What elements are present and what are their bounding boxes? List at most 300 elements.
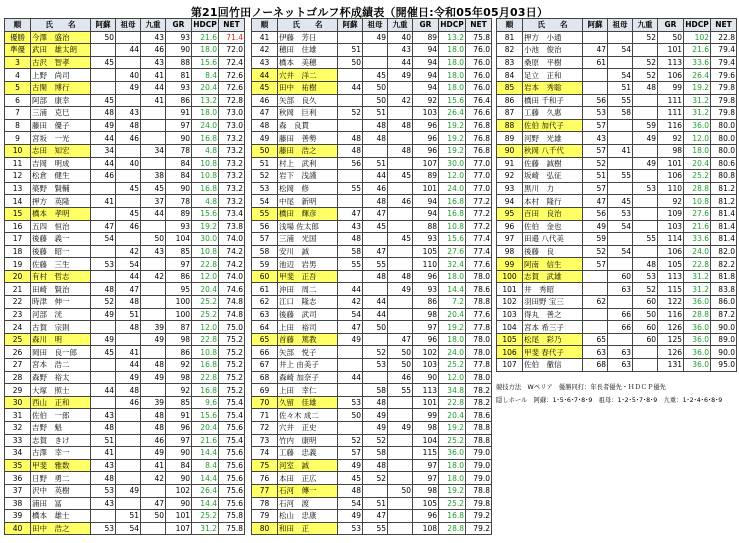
net-score: 76.0 xyxy=(466,81,492,94)
name-cell: 五四 恒治 xyxy=(31,220,91,233)
net-score: 81.8 xyxy=(711,270,737,283)
gross-score: 111 xyxy=(658,107,684,120)
name-cell: 橋田 千和子 xyxy=(523,94,583,107)
hdcp-value: 10.8 xyxy=(192,245,219,258)
table-row xyxy=(5,459,245,472)
header-rank: 順 xyxy=(252,19,278,32)
table-row xyxy=(252,371,492,384)
aso-score xyxy=(338,195,363,208)
rank-cell: 76 xyxy=(252,472,278,485)
net-score: 77.2 xyxy=(466,207,492,220)
name-cell: 沢中 英樹 xyxy=(31,484,91,497)
results-table-3 xyxy=(496,18,737,372)
name-cell: 吉岡 明成 xyxy=(31,157,91,170)
header-aso: 阿蘇 xyxy=(583,19,608,32)
aso-score: 48 xyxy=(338,484,363,497)
rank-cell: 79 xyxy=(252,510,278,523)
sobo-score: 45 xyxy=(116,207,141,220)
name-cell: 甲斐 正吾 xyxy=(278,270,338,283)
sobo-score: 51 xyxy=(116,510,141,523)
hdcp-value: 12.0 xyxy=(439,371,466,384)
hdcp-value: 12.0 xyxy=(192,321,219,334)
sobo-score xyxy=(608,157,633,170)
rank-cell: 62 xyxy=(252,296,278,309)
gross-score: 126 xyxy=(658,346,684,359)
name-cell: 古澤 幸一 xyxy=(31,447,91,460)
aso-score xyxy=(338,119,363,132)
table-row xyxy=(5,472,245,485)
kuju-score xyxy=(141,157,166,170)
hdcp-value: 16.8 xyxy=(192,132,219,145)
sobo-score: 47 xyxy=(363,245,388,258)
name-cell: 阿南 信生 xyxy=(523,258,583,271)
gross-score: 106 xyxy=(658,245,684,258)
name-cell: 桑原 平樹 xyxy=(523,56,583,69)
table-row xyxy=(5,258,245,271)
aso-score: 43 xyxy=(583,132,608,145)
table-row xyxy=(5,170,245,183)
aso-score xyxy=(91,270,116,283)
sobo-score: 49 xyxy=(116,371,141,384)
hdcp-value: 33.6 xyxy=(684,56,711,69)
kuju-score xyxy=(141,308,166,321)
name-cell: 森 良貫 xyxy=(278,119,338,132)
aso-score: 56 xyxy=(338,157,363,170)
rank-cell: 101 xyxy=(497,283,523,296)
net-score: 90.0 xyxy=(711,346,737,359)
sobo-score: 58 xyxy=(363,447,388,460)
gross-score: 92 xyxy=(658,132,684,145)
gross-score: 108 xyxy=(413,522,439,535)
rank-cell: 準優 xyxy=(5,44,31,57)
gross-score: 102 xyxy=(166,484,192,497)
kuju-score: 42 xyxy=(388,94,413,107)
table-row xyxy=(5,434,245,447)
aso-score: 49 xyxy=(583,220,608,233)
kuju-score: 49 xyxy=(388,283,413,296)
name-cell: 橋本 孝明 xyxy=(31,207,91,220)
net-score: 22.8 xyxy=(711,31,737,44)
sobo-score xyxy=(363,333,388,346)
net-score: 73.0 xyxy=(219,107,245,120)
gross-score: 94 xyxy=(413,69,439,82)
aso-score: 57 xyxy=(583,119,608,132)
kuju-score xyxy=(388,157,413,170)
table-row xyxy=(497,195,737,208)
sobo-score xyxy=(116,459,141,472)
header-row xyxy=(5,19,245,32)
hdcp-value: 36.0 xyxy=(684,333,711,346)
hdcp-value: 20.4 xyxy=(439,308,466,321)
name-cell: 森川 明 xyxy=(31,333,91,346)
aso-score: 34 xyxy=(91,144,116,157)
kuju-score: 59 xyxy=(633,119,658,132)
table-row xyxy=(5,510,245,523)
name-cell: 中尾 新明 xyxy=(278,195,338,208)
net-score: 75.2 xyxy=(219,384,245,397)
rank-cell: 6 xyxy=(5,94,31,107)
name-cell: 大塚 照士 xyxy=(31,384,91,397)
sobo-score xyxy=(363,144,388,157)
net-score: 79.0 xyxy=(466,472,492,485)
aso-score: 68 xyxy=(583,359,608,372)
table-row xyxy=(5,384,245,397)
rank-cell: 43 xyxy=(252,56,278,69)
name-cell: 志賀 武雄 xyxy=(523,270,583,283)
name-cell: 村上 武利 xyxy=(278,157,338,170)
rank-cell: 29 xyxy=(5,384,31,397)
name-cell: 吉野 魁 xyxy=(31,422,91,435)
rank-cell: 58 xyxy=(252,245,278,258)
hdcp-value: 24.0 xyxy=(192,119,219,132)
name-cell: 浦田 冨 xyxy=(31,497,91,510)
table-row xyxy=(252,459,492,472)
kuju-score xyxy=(633,245,658,258)
net-score: 89.0 xyxy=(711,333,737,346)
aso-score: 57 xyxy=(583,144,608,157)
rank-cell: 31 xyxy=(5,409,31,422)
rank-cell: 41 xyxy=(252,31,278,44)
aso-score: 56 xyxy=(583,207,608,220)
kuju-score: 53 xyxy=(633,182,658,195)
kuju-score xyxy=(388,510,413,523)
table-row xyxy=(252,132,492,145)
table-row xyxy=(497,119,737,132)
header-hdcp: HDCP xyxy=(685,20,709,30)
name-cell: 松岡 修 xyxy=(278,182,338,195)
aso-score: 44 xyxy=(91,157,116,170)
name-cell: 浅場 佐太郎 xyxy=(278,220,338,233)
kuju-score xyxy=(141,107,166,120)
kuju-score: 52 xyxy=(633,56,658,69)
net-score: 74.0 xyxy=(219,270,245,283)
aso-score: 44 xyxy=(91,384,116,397)
name-cell: 志賀 きけ xyxy=(31,434,91,447)
sobo-score: 53 xyxy=(363,359,388,372)
aso-score: 49 xyxy=(91,119,116,132)
header-name: 氏 名 xyxy=(523,19,583,32)
hdcp-value: 19.2 xyxy=(192,220,219,233)
sobo-score: 48 xyxy=(116,321,141,334)
sobo-score xyxy=(608,119,633,132)
sobo-score xyxy=(363,371,388,384)
hdcp-value: 4.8 xyxy=(192,144,219,157)
gross-score: 101 xyxy=(413,396,439,409)
net-score: 75.4 xyxy=(219,434,245,447)
sobo-score: 46 xyxy=(116,396,141,409)
rank-cell: 36 xyxy=(5,472,31,485)
rank-cell: 96 xyxy=(497,220,523,233)
net-score: 79.8 xyxy=(711,94,737,107)
gross-score: 94 xyxy=(413,81,439,94)
net-score: 77.2 xyxy=(466,220,492,233)
kuju-score: 43 xyxy=(141,31,166,44)
kuju-score xyxy=(633,207,658,220)
kuju-score xyxy=(388,497,413,510)
net-score: 73.8 xyxy=(219,220,245,233)
table-row xyxy=(252,359,492,372)
name-cell: 岩本 秀聡 xyxy=(523,81,583,94)
net-score: 81.2 xyxy=(711,195,737,208)
sobo-score xyxy=(608,56,633,69)
hdcp-value: 14.4 xyxy=(192,472,219,485)
table-row xyxy=(497,157,737,170)
kuju-score: 45 xyxy=(141,182,166,195)
name-cell: 佐藤 三生 xyxy=(31,258,91,271)
rank-cell: 28 xyxy=(5,371,31,384)
hdcp-value: 31.2 xyxy=(684,283,711,296)
sobo-score: 48 xyxy=(363,132,388,145)
kuju-score xyxy=(633,170,658,183)
gross-score: 81 xyxy=(166,69,192,82)
net-score: 72.4 xyxy=(219,56,245,69)
name-cell: 日野 勇二 xyxy=(31,472,91,485)
name-cell: 藤田 善勢 xyxy=(278,132,338,145)
hdcp-value: 30.0 xyxy=(439,157,466,170)
table-row xyxy=(497,258,737,271)
sobo-score xyxy=(363,233,388,246)
rank-cell: 66 xyxy=(252,346,278,359)
rank-cell: 89 xyxy=(497,132,523,145)
gross-score: 114 xyxy=(658,233,684,246)
kuju-score: 46 xyxy=(141,434,166,447)
name-cell: 江口 隆志 xyxy=(278,296,338,309)
name-cell: 宮本 浩二 xyxy=(31,359,91,372)
rank-cell: 11 xyxy=(5,157,31,170)
net-score: 76.8 xyxy=(466,119,492,132)
header-rank: 順 xyxy=(5,19,31,32)
table-row xyxy=(252,333,492,346)
name-cell: 松倉 健生 xyxy=(31,170,91,183)
kuju-score: 37 xyxy=(141,195,166,208)
rank-cell: 17 xyxy=(5,233,31,246)
rank-cell: 22 xyxy=(5,296,31,309)
kuju-score: 50 xyxy=(141,233,166,246)
net-score: 76.6 xyxy=(466,107,492,120)
net-score: 81.4 xyxy=(711,233,737,246)
kuju-score: 44 xyxy=(141,81,166,94)
kuju-score xyxy=(388,308,413,321)
hdcp-value: 16.8 xyxy=(192,182,219,195)
hdcp-value: 9.6 xyxy=(192,396,219,409)
net-score: 77.8 xyxy=(466,359,492,372)
aso-score: 52 xyxy=(91,296,116,309)
hdcp-value: 26.4 xyxy=(684,69,711,82)
header-row xyxy=(497,19,737,32)
kuju-score: 49 xyxy=(141,371,166,384)
net-score: 78.0 xyxy=(466,346,492,359)
header-sobo: 祖母 xyxy=(608,19,633,32)
rank-cell: 44 xyxy=(252,69,278,82)
gross-score: 100 xyxy=(166,308,192,321)
sobo-score xyxy=(363,44,388,57)
table-row xyxy=(5,94,245,107)
hdcp-value: 26.4 xyxy=(192,484,219,497)
name-cell: 志田 知宏 xyxy=(31,144,91,157)
rank-cell: 88 xyxy=(497,119,523,132)
kuju-score: 47 xyxy=(141,497,166,510)
hdcp-value: 36.0 xyxy=(684,359,711,372)
kuju-score xyxy=(388,459,413,472)
rank-cell: 95 xyxy=(497,207,523,220)
rank-cell: 81 xyxy=(497,31,523,44)
aso-score xyxy=(583,283,608,296)
rank-cell: 46 xyxy=(252,94,278,107)
gross-score: 101 xyxy=(166,510,192,523)
sobo-score: 48 xyxy=(363,459,388,472)
name-cell: 森野 裕太 xyxy=(31,371,91,384)
table-row xyxy=(5,69,245,82)
aso-score: 50 xyxy=(338,56,363,69)
rank-cell: 45 xyxy=(252,81,278,94)
table-row xyxy=(497,31,737,44)
kuju-score: 50 xyxy=(388,484,413,497)
gross-score: 104 xyxy=(166,233,192,246)
name-cell: 坂崎 弘征 xyxy=(523,170,583,183)
aso-score: 53 xyxy=(91,258,116,271)
aso-score xyxy=(91,44,116,57)
rank-cell: 5 xyxy=(5,81,31,94)
hdcp-value: 20.4 xyxy=(192,422,219,435)
hdcp-value: 18.0 xyxy=(439,333,466,346)
table-row xyxy=(497,346,737,359)
hdcp-value: 21.6 xyxy=(192,31,219,44)
aso-score: 54 xyxy=(338,308,363,321)
kuju-score: 45 xyxy=(388,233,413,246)
net-score: 77.4 xyxy=(466,245,492,258)
table-row xyxy=(252,396,492,409)
rank-cell: 18 xyxy=(5,245,31,258)
table-row xyxy=(252,321,492,334)
net-score: 79.4 xyxy=(711,56,737,69)
rank-cell: 83 xyxy=(497,56,523,69)
table-row xyxy=(5,81,245,94)
aso-score xyxy=(91,245,116,258)
hdcp-value: 24.0 xyxy=(684,245,711,258)
kuju-score xyxy=(388,447,413,460)
sobo-score: 54 xyxy=(608,245,633,258)
sobo-score: 51 xyxy=(363,497,388,510)
net-score: 73.2 xyxy=(219,195,245,208)
aso-score: 43 xyxy=(338,220,363,233)
kuju-score xyxy=(388,396,413,409)
table-row xyxy=(497,170,737,183)
hdcp-value: 18.0 xyxy=(439,56,466,69)
hdcp-value: 16.8 xyxy=(439,207,466,220)
hdcp-value: 25.2 xyxy=(439,359,466,372)
table-row xyxy=(5,107,245,120)
aso-score: 51 xyxy=(338,44,363,57)
sobo-score: 48 xyxy=(363,270,388,283)
gross-score: 97 xyxy=(413,459,439,472)
kuju-score xyxy=(141,384,166,397)
gross-score: 115 xyxy=(413,447,439,460)
sobo-score: 48 xyxy=(116,119,141,132)
name-cell: 得丸 善之 xyxy=(523,308,583,321)
name-cell: 甲斐 春代子 xyxy=(523,346,583,359)
net-score: 76.8 xyxy=(466,144,492,157)
gross-score: 89 xyxy=(413,31,439,44)
sobo-score xyxy=(116,447,141,460)
kuju-score: 50 xyxy=(141,510,166,523)
aso-score: 43 xyxy=(91,409,116,422)
name-cell: 竹内 康明 xyxy=(278,434,338,447)
gross-score: 93 xyxy=(413,233,439,246)
aso-score xyxy=(338,346,363,359)
kuju-score xyxy=(141,258,166,271)
hdcp-value: 15.6 xyxy=(192,409,219,422)
rank-cell: 50 xyxy=(252,144,278,157)
hdcp-value: 21.6 xyxy=(684,220,711,233)
gross-score: 84 xyxy=(166,459,192,472)
hdcp-value: 16.8 xyxy=(192,359,219,372)
sobo-score xyxy=(116,422,141,435)
hdcp-value: 18.0 xyxy=(439,472,466,485)
sobo-score xyxy=(116,94,141,107)
hdcp-value: 21.6 xyxy=(684,44,711,57)
table-row xyxy=(252,296,492,309)
rank-cell: 51 xyxy=(252,157,278,170)
name-cell: 岩下 浅謹 xyxy=(278,170,338,183)
aso-score xyxy=(338,422,363,435)
hdcp-value: 15.6 xyxy=(192,207,219,220)
rank-cell: 75 xyxy=(252,459,278,472)
rank-cell: 優勝 xyxy=(5,31,31,44)
hdcp-value: 15.6 xyxy=(192,56,219,69)
table-row xyxy=(252,56,492,69)
gross-score: 85 xyxy=(166,396,192,409)
name-cell: 岡田 良一郎 xyxy=(31,346,91,359)
net-score: 75.2 xyxy=(219,371,245,384)
hdcp-value: 10.8 xyxy=(192,346,219,359)
sobo-score: 54 xyxy=(116,258,141,271)
rank-cell: 69 xyxy=(252,384,278,397)
sobo-score xyxy=(608,333,633,346)
rank-cell: 72 xyxy=(252,422,278,435)
net-score: 72.0 xyxy=(219,44,245,57)
hdcp-value: 31.2 xyxy=(684,94,711,107)
hdcp-value: 10.8 xyxy=(192,157,219,170)
net-score: 78.8 xyxy=(466,434,492,447)
table-row xyxy=(252,447,492,460)
gross-score: 93 xyxy=(413,283,439,296)
name-cell: 佐伯 一郎 xyxy=(31,409,91,422)
net-score: 73.2 xyxy=(219,170,245,183)
name-cell: 石河 傳一 xyxy=(278,484,338,497)
aso-score: 52 xyxy=(338,434,363,447)
name-cell: 羽田野 宝三 xyxy=(523,296,583,309)
name-cell: 佐伯 徹信 xyxy=(523,359,583,372)
net-score: 78.0 xyxy=(466,371,492,384)
sobo-score xyxy=(116,409,141,422)
kuju-score: 48 xyxy=(388,270,413,283)
aso-score: 47 xyxy=(91,220,116,233)
rank-cell: 30 xyxy=(5,396,31,409)
net-score: 79.0 xyxy=(466,447,492,460)
rank-cell: 93 xyxy=(497,182,523,195)
gross-score: 100 xyxy=(166,296,192,309)
rank-cell: 34 xyxy=(5,447,31,460)
kuju-score: 60 xyxy=(633,321,658,334)
sobo-score: 54 xyxy=(116,522,141,535)
sobo-score xyxy=(363,484,388,497)
kuju-score: 48 xyxy=(141,422,166,435)
name-cell: 武田 雄太朗 xyxy=(31,44,91,57)
gross-score: 122 xyxy=(658,296,684,309)
gross-score: 88 xyxy=(413,220,439,233)
net-score: 75.6 xyxy=(219,472,245,485)
sobo-score: 49 xyxy=(363,31,388,44)
